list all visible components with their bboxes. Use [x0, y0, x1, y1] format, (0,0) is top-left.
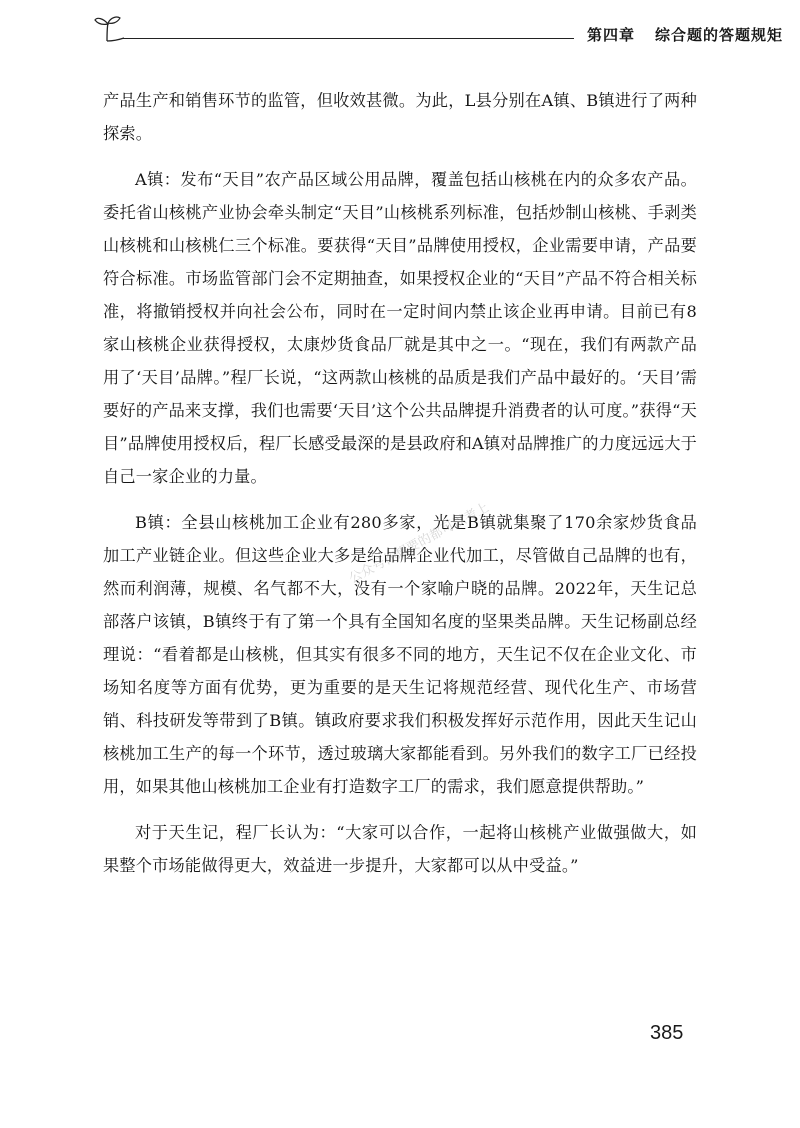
chapter-label: 第四章	[587, 26, 636, 44]
paragraph-town-a: A镇：发布“天目”农产品区域公用品牌，覆盖包括山核桃在内的众多农产品。委托省山核桃产业协会牵头制定“天目”山核桃系列标准，包括炒制山核桃、手剥类山核桃和山核桃仁三个标准。要获得“天目”品牌使用授权，企业需要申请，产品要符合标准。市场监管部门会不定期抽查，如果授权企业的“天目”产品不符合相关标准，将撤销授权并向社会公布，同时在一定时间内禁止该企业再申请。目前已有8家山核桃企业获得授权，太康炒货食品厂就是其中之一。“现在，我们有两款产品用了‘天目’品牌。”程厂长说，“这两款山核桃的品质是我们产品中最好的。‘天目’需要好的产品来支撑，我们也需要‘天目’这个公共品牌提升消费者的认可度。”获得“天目”品牌使用授权后，程厂长感受最深的是县政府和A镇对品牌推广的力度远远大于自己一家企业的力量。	[103, 170, 697, 486]
page-number: 385	[650, 1022, 684, 1044]
sprout-icon	[92, 14, 126, 48]
watermark: 公众号你想要的都可以考上	[346, 500, 492, 587]
paragraph-conclusion: 对于天生记，程厂长认为：“大家可以合作，一起将山核桃产业做强做大，如果整个市场能做得更大，效益进一步提升，大家都可以从中受益。”	[103, 823, 697, 875]
chapter-title: 综合题的答题规矩	[655, 26, 784, 44]
paragraph-town-b: B镇：全县山核桃加工企业有280多家，光是B镇就集聚了170余家炒货食品加工产业链企业。但这些企业大多是给品牌企业代加工，尽管做自己品牌的也有，然而利润薄，规模、名气都不大，没有一个家喻户晓的品牌。2022年，天生记总部落户该镇，B镇终于有了第一个具有全国知名度的坚果类品牌。天生记杨副总经理说：“看着都是山核桃，但其实有很多不同的地方，天生记不仅在企业文化、市场知名度等方面有优势，更为重要的是天生记将规范经营、现代化生产、市场营销、科技研发等带到了B镇。镇政府要求我们积极发挥好示范作用，因此天生记山核桃加工生产的每一个环节，透过玻璃大家都能看到。另外我们的数字工厂已经投用，如果其他山核桃加工企业有打造数字工厂的需求，我们愿意提供帮助。”	[103, 513, 697, 796]
header-divider	[122, 38, 574, 39]
running-header	[92, 14, 784, 50]
running-head	[587, 24, 783, 45]
paragraph-continuation: 产品生产和销售环节的监管，但收效甚微。为此，L县分别在A镇、B镇进行了两种探索。	[103, 91, 697, 143]
body-text	[103, 84, 697, 882]
